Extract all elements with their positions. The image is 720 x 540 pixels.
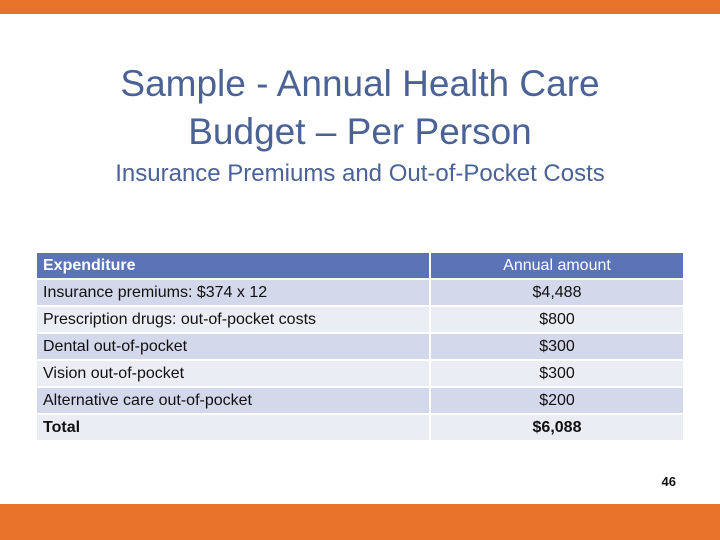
- expenditure-cell: Alternative care out-of-pocket: [37, 388, 429, 413]
- amount-cell: $200: [431, 388, 683, 413]
- amount-cell: $300: [431, 334, 683, 359]
- total-label-cell: Total: [37, 415, 429, 440]
- bottom-accent-bar: [0, 504, 720, 540]
- table-row: [37, 334, 683, 359]
- expenditure-cell: Dental out-of-pocket: [37, 334, 429, 359]
- slide-subtitle: Insurance Premiums and Out-of-Pocket Costs: [115, 160, 605, 187]
- top-accent-bar: [0, 0, 720, 14]
- amount-cell: $300: [431, 361, 683, 386]
- table-header-row: [37, 253, 683, 278]
- total-amount-cell: $6,088: [431, 415, 683, 440]
- header-annual-amount: Annual amount: [431, 253, 683, 278]
- expenditure-cell: Insurance premiums: $374 x 12: [37, 280, 429, 305]
- expenditure-cell: Vision out-of-pocket: [37, 361, 429, 386]
- page-number: 46: [661, 474, 676, 489]
- slide-title-line-1: Sample - Annual Health Care: [120, 63, 600, 104]
- header-expenditure: Expenditure: [37, 253, 429, 278]
- table-row: [37, 280, 683, 305]
- budget-table: [35, 251, 685, 442]
- table-row: [37, 388, 683, 413]
- amount-cell: $800: [431, 307, 683, 332]
- slide-title: [40, 60, 680, 156]
- expenditure-cell: Prescription drugs: out-of-pocket costs: [37, 307, 429, 332]
- table-row: [37, 361, 683, 386]
- slide-title-line-2: Budget – Per Person: [188, 111, 532, 152]
- table-total-row: [37, 415, 683, 440]
- amount-cell: $4,488: [431, 280, 683, 305]
- table-row: [37, 307, 683, 332]
